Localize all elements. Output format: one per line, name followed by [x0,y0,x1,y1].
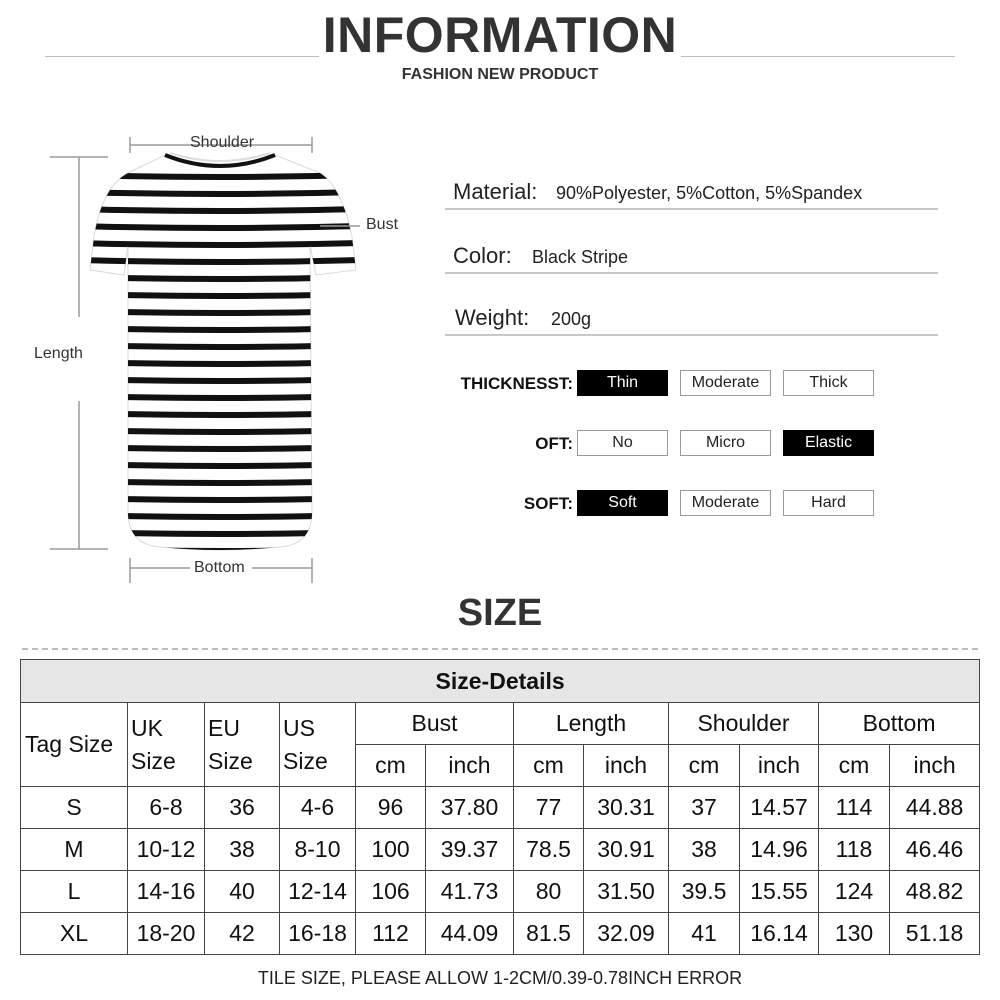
cell: S [21,787,128,829]
table-row [21,829,980,871]
thickness-option-thin[interactable]: Thin [577,370,668,396]
header-bottom-inch: inch [890,745,980,787]
elasticity-option-elastic[interactable]: Elastic [783,430,874,456]
cell: 39.5 [669,871,740,913]
thickness-label: THICKNESST: [460,374,573,393]
cell: 16.14 [740,913,819,955]
size-separator [22,648,978,650]
cell: 106 [356,871,426,913]
cell: 78.5 [514,829,584,871]
bottom-label: Bottom [194,559,245,576]
cell: 31.50 [584,871,669,913]
cell: 30.31 [584,787,669,829]
page-title: INFORMATION [0,6,1000,64]
cell: 15.55 [740,871,819,913]
length-label: Length [34,345,83,362]
cell: 44.09 [426,913,514,955]
header-shoulder: Shoulder [669,703,819,745]
cell: 48.82 [890,871,980,913]
header-shoulder-cm: cm [669,745,740,787]
softness-option-soft[interactable]: Soft [577,490,668,516]
info-row-material [445,178,938,210]
cell: 81.5 [514,913,584,955]
table-row [21,787,980,829]
cell: 96 [356,787,426,829]
size-table [20,659,980,955]
header-bust: Bust [356,703,514,745]
cell: 38 [669,829,740,871]
cell: 14.96 [740,829,819,871]
weight-value: 200g [551,309,592,329]
bust-label: Bust [366,216,399,233]
cell: 44.88 [890,787,980,829]
header-tag-size: Tag Size [21,703,128,787]
cell: 37.80 [426,787,514,829]
cell: 124 [819,871,890,913]
cell: 130 [819,913,890,955]
header-bust-inch: inch [426,745,514,787]
cell: 114 [819,787,890,829]
cell: 30.91 [584,829,669,871]
cell: 39.37 [426,829,514,871]
cell: 16-18 [280,913,356,955]
shoulder-label: Shoulder [190,134,255,151]
thickness-option-thick[interactable]: Thick [783,370,874,396]
info-row-color [445,242,938,274]
cell: 10-12 [128,829,205,871]
header-bottom: Bottom [819,703,980,745]
header-bust-cm: cm [356,745,426,787]
table-row [21,871,980,913]
cell: 46.46 [890,829,980,871]
color-value: Black Stripe [532,247,629,267]
cell: 38 [205,829,280,871]
softness-label: SOFT: [523,494,573,513]
cell: 112 [356,913,426,955]
cell: 77 [514,787,584,829]
header-shoulder-inch: inch [740,745,819,787]
weight-key: Weight: [455,305,530,330]
header-bottom-cm: cm [819,745,890,787]
info-row-weight [445,304,938,336]
header-length-cm: cm [514,745,584,787]
garment-diagram [20,125,420,595]
elasticity-option-no[interactable]: No [577,430,668,456]
cell: 14.57 [740,787,819,829]
cell: 118 [819,829,890,871]
page-subtitle: FASHION NEW PRODUCT [401,66,599,83]
cell: L [21,871,128,913]
cell: 40 [205,871,280,913]
header-uk-size: UK Size [128,703,205,787]
cell: 100 [356,829,426,871]
material-key: Material: [453,179,538,204]
cell: 14-16 [128,871,205,913]
table-caption: Size-Details [21,660,980,703]
cell: 8-10 [280,829,356,871]
elasticity-option-micro[interactable]: Micro [680,430,771,456]
size-footnote: TILE SIZE, PLEASE ALLOW 1-2CM/0.39-0.78INCH ERROR [257,968,743,988]
cell: XL [21,913,128,955]
cell: M [21,829,128,871]
cell: 36 [205,787,280,829]
softness-option-moderate[interactable]: Moderate [680,490,771,516]
cell: 51.18 [890,913,980,955]
cell: 4-6 [280,787,356,829]
thickness-option-moderate[interactable]: Moderate [680,370,771,396]
size-title: SIZE [457,592,543,634]
header-us-size: US Size [280,703,356,787]
header-length: Length [514,703,669,745]
cell: 42 [205,913,280,955]
elasticity-label: OFT: [535,434,573,453]
cell: 12-14 [280,871,356,913]
header-length-inch: inch [584,745,669,787]
cell: 6-8 [128,787,205,829]
table-row [21,913,980,955]
cell: 80 [514,871,584,913]
softness-option-hard[interactable]: Hard [783,490,874,516]
cell: 37 [669,787,740,829]
color-key: Color: [453,243,512,268]
header-eu-size: EU Size [205,703,280,787]
cell: 41.73 [426,871,514,913]
cell: 18-20 [128,913,205,955]
cell: 32.09 [584,913,669,955]
material-value: 90%Polyester, 5%Cotton, 5%Spandex [556,183,863,203]
cell: 41 [669,913,740,955]
